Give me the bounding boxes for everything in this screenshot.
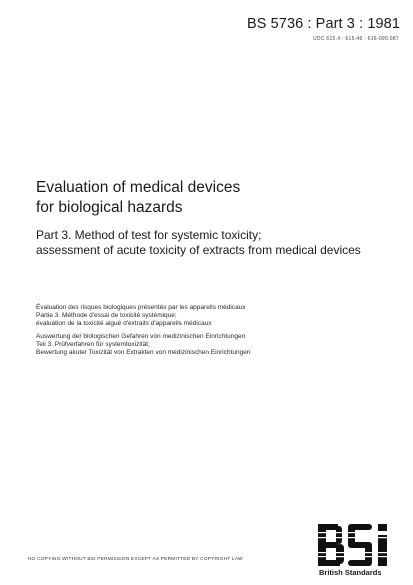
subtitle-line-1: Part 3. Method of test for systemic toxicity; [36,228,262,242]
title-line-1: Evaluation of medical devices [36,179,241,196]
document-title [36,178,240,218]
copyright-notice: NO COPYING WITHOUT BSI PERMISSION EXCEPT AS PERMITTED BY COPYRIGHT LAW [28,557,243,562]
udc-classification: UDC 615.4 : 615.46 : 616-099.087 [312,36,399,42]
standard-number: BS 5736 : Part 3 : 1981 [246,16,400,32]
german-title-line: Auswertung der biologischen Gefahren von medizinischen Einrichtungen [36,332,246,340]
document-subtitle [36,228,361,258]
bsi-logo-caption: British Standards [319,568,382,577]
french-title-line: Évaluation des risques biologiques présentés par les appareils médicaux [36,304,246,311]
german-title-line: Teil 3. Prüfverfahren für systemtoxizität; [36,340,150,348]
bsi-logo [318,522,396,568]
title-line-2: for biological hazards [36,199,183,216]
french-title-line: évaluation de la toxicité aiguë d'extraits d'appareils médicaux [36,320,212,328]
german-title-line: Bewertung akuter Toxizität von Extrakten von medizinischen Einrichtungen [36,349,251,357]
french-title-block [36,304,251,329]
subtitle-line-2: assessment of acute toxicity of extracts from medical devices [36,243,361,257]
french-title-line: Partie 3. Méthode d'essai de toxicité systémique; [36,312,177,320]
german-title-block [36,333,251,358]
title-translations [36,304,251,361]
